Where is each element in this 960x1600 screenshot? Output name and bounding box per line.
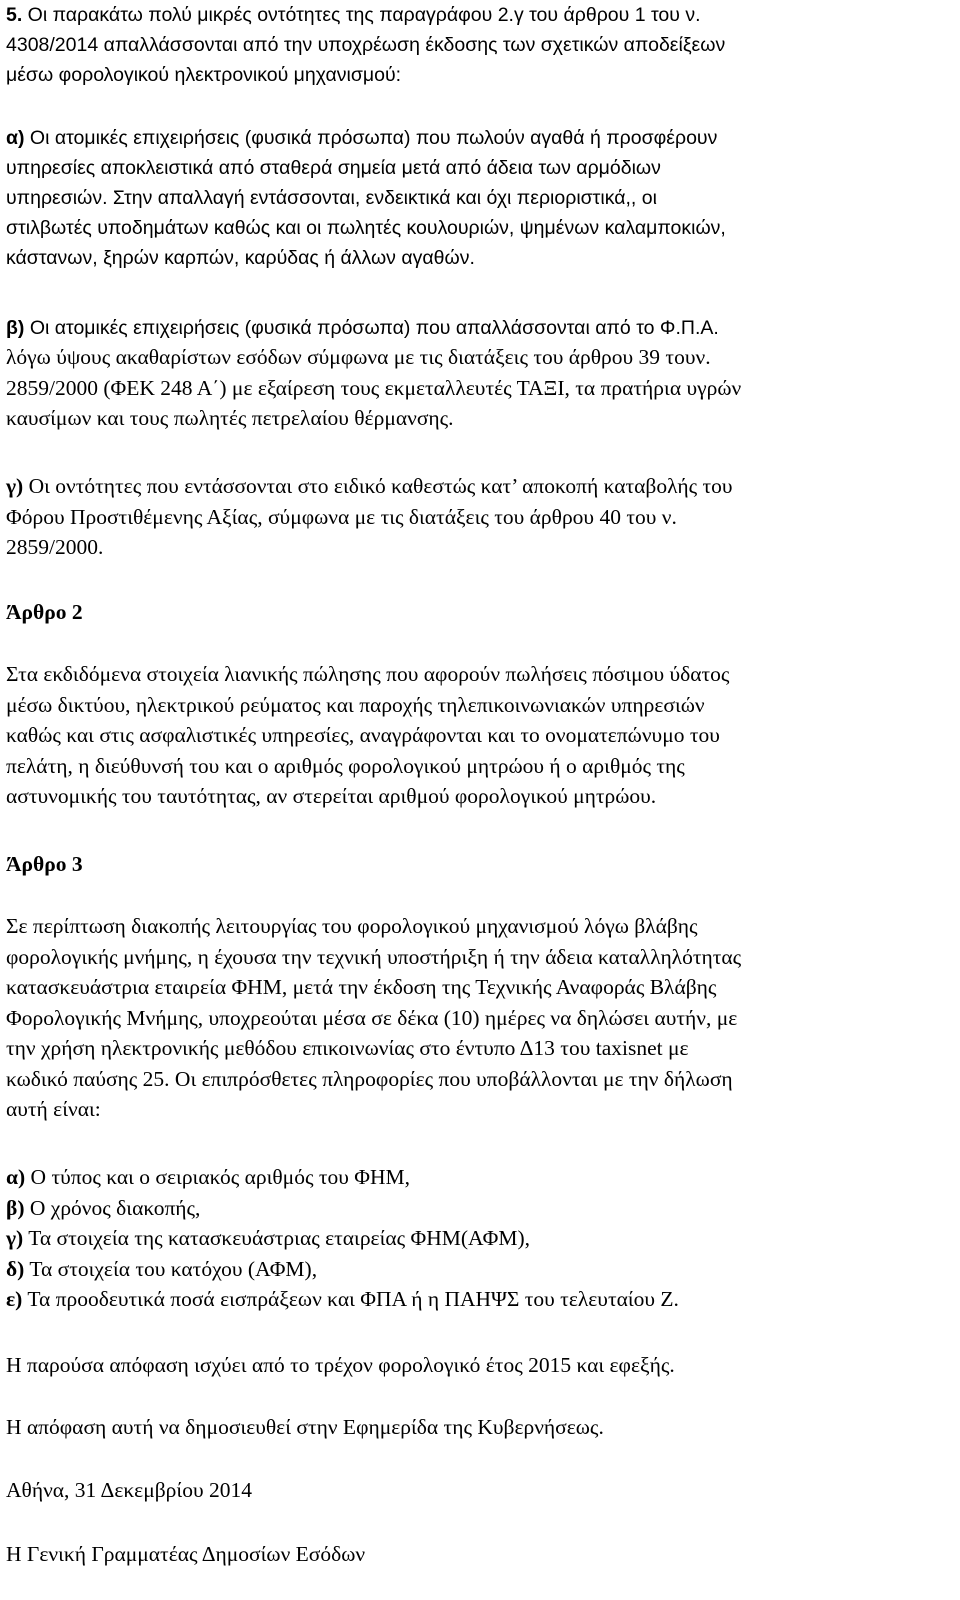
item-b-label: β) (6, 317, 25, 339)
publication-paragraph: Η απόφαση αυτή να δημοσιευθεί στην Εφημερίδα της Κυβερνήσεως. (6, 1415, 604, 1439)
list-item-label: α) (6, 1165, 26, 1189)
list-item-text: Ο τύπος και ο σειριακός αριθμός του ΦΗΜ, (25, 1165, 410, 1189)
article-3-text: Φορολογικής Μνήμης, υποχρεούται μέσα σε δέκα (10) ημέρες να δηλώσει αυτήν, με (6, 1005, 738, 1030)
list-item-text: Τα στοιχεία του κατόχου (ΑΦΜ), (24, 1256, 318, 1281)
list-item-label: γ) (6, 1226, 24, 1250)
list-item-label: ε) (6, 1287, 23, 1311)
list-item (6, 1193, 950, 1224)
list-item (6, 1284, 950, 1315)
clause-5-label: 5. (6, 4, 23, 26)
list-item (6, 1162, 950, 1193)
place-date: Αθήνα, 31 Δεκεμβρίου 2014 (6, 1478, 252, 1502)
clause-5-text: 4308/2014 απαλλάσσονται από την υποχρέωση έκδοσης των σχετικών αποδείξεων (6, 34, 726, 56)
item-a-paragraph (6, 123, 950, 273)
item-a-text: στιλβωτές υποδημάτων καθώς και οι πωλητές κουλουριών, ψημένων καλαμποκιών, (6, 217, 726, 239)
article-3-text: Σε περίπτωση διακοπής λειτουργίας του φορολογικού μηχανισμού λόγω βλάβης (6, 914, 698, 938)
item-a-label: α) (6, 127, 25, 149)
item-b-text: Οι ατομικές επιχειρήσεις (φυσικά πρόσωπα) που απαλλάσσονται από το Φ.Π.Α. (24, 317, 719, 339)
item-b-text: 2859/2000 (ΦΕΚ 248 Α΄) με εξαίρεση τους εκμεταλλευτές ΤΑΞΙ, τα πρατήρια υγρών (6, 375, 742, 400)
list-item-label: β) (6, 1195, 25, 1220)
item-b-text: λόγω ύψους ακαθαρίστων εσόδων σύμφωνα με τις διατάξεις του άρθρου 39 τουν. (6, 345, 711, 369)
article-2-paragraph (6, 659, 950, 812)
list-item-text: Τα προοδευτικά ποσά εισπράξεων και ΦΠΑ ή η ΠΑΗΨΣ του τελευταίου Ζ. (22, 1287, 679, 1311)
item-a-text: υπηρεσιών. Στην απαλλαγή εντάσσονται, ενδεικτικά και όχι περιοριστικά,, οι (6, 187, 657, 209)
signatory: Η Γενική Γραμματέας Δημοσίων Εσόδων (6, 1542, 366, 1566)
item-a-text: Οι ατομικές επιχειρήσεις (φυσικά πρόσωπα) που πωλούν αγαθά ή προσφέρουν (24, 127, 718, 149)
article-3-text: κωδικό παύσης 25. Οι επιπρόσθετες πληροφορίες που υποβάλλονται με την δήλωση (6, 1066, 733, 1091)
article-2-text: αστυνομικής του ταυτότητας, αν στερείται αριθμού φορολογικού μητρώου. (6, 784, 657, 808)
list-item-text: Ο χρόνος διακοπής, (24, 1195, 201, 1220)
article-3-list (6, 1162, 950, 1315)
clause-5-paragraph (6, 0, 950, 90)
item-a-text: κάστανων, ξηρών καρπών, καρύδας ή άλλων αγαθών. (6, 247, 475, 269)
item-b-paragraph (6, 313, 950, 343)
article-2-text: μέσω δικτύου, ηλεκτρικού ρεύματος και παροχής τηλεπικοινωνιακών υπηρεσιών (6, 692, 705, 717)
item-a-text: υπηρεσίες αποκλειστικά από σταθερά σημεία μετά από άδεια των αρμόδιων (6, 157, 661, 179)
clause-5-text: Οι παρακάτω πολύ μικρές οντότητες της παραγράφου 2.γ του άρθρου 1 του ν. (22, 4, 701, 26)
article-3-paragraph (6, 911, 950, 1125)
item-c-text: 2859/2000. (6, 535, 104, 559)
item-c-text: Οι οντότητες που εντάσσονται στο ειδικό καθεστώς κατ’ αποκοπή καταβολής του (23, 474, 733, 498)
item-b-text: καυσίμων και τους πωλητές πετρελαίου θέρμανσης. (6, 406, 454, 430)
item-c-text: Φόρου Προστιθέμενης Αξίας, σύμφωνα με τις διατάξεις του άρθρου 40 του ν. (6, 504, 677, 529)
article-3-text: την χρήση ηλεκτρονικής μεθόδου επικοινωνίας στο έντυπο Δ13 του taxisnet με (6, 1036, 689, 1060)
article-2-text: πελάτη, η διεύθυνσή του και ο αριθμός φορολογικού μητρώου ή ο αριθμός της (6, 753, 685, 778)
list-item (6, 1254, 950, 1285)
item-b-continuation (6, 342, 950, 434)
effective-date-paragraph: Η παρούσα απόφαση ισχύει από το τρέχον φορολογικό έτος 2015 και εφεξής. (6, 1353, 675, 1377)
list-item-label: δ) (6, 1256, 25, 1281)
clause-5-text: μέσω φορολογικού ηλεκτρονικού μηχανισμού: (6, 64, 402, 86)
list-item (6, 1223, 950, 1254)
list-item-text: Τα στοιχεία της κατασκευάστριας εταιρείας ΦΗΜ(ΑΦΜ), (23, 1226, 531, 1250)
article-3-heading: Άρθρο 3 (6, 852, 83, 876)
item-c-paragraph (6, 471, 950, 563)
article-2-text: Στα εκδιδόμενα στοιχεία λιανικής πώλησης που αφορούν πωλήσεις πόσιμου ύδατος (6, 662, 730, 686)
item-c-label: γ) (6, 474, 24, 498)
article-3-text: κατασκευάστρια εταιρεία ΦΗΜ, μετά την έκδοση της Τεχνικής Αναφοράς Βλάβης (6, 975, 717, 999)
article-2-text: καθώς και στις ασφαλιστικές υπηρεσίες, αναγράφονται και το ονοματεπώνυμο του (6, 723, 720, 747)
article-2-heading: Άρθρο 2 (6, 600, 83, 624)
article-3-text: φορολογικής μνήμης, η έχουσα την τεχνική υποστήριξη ή την άδεια καταλληλότητας (6, 944, 742, 969)
article-3-text: αυτή είναι: (6, 1097, 101, 1121)
